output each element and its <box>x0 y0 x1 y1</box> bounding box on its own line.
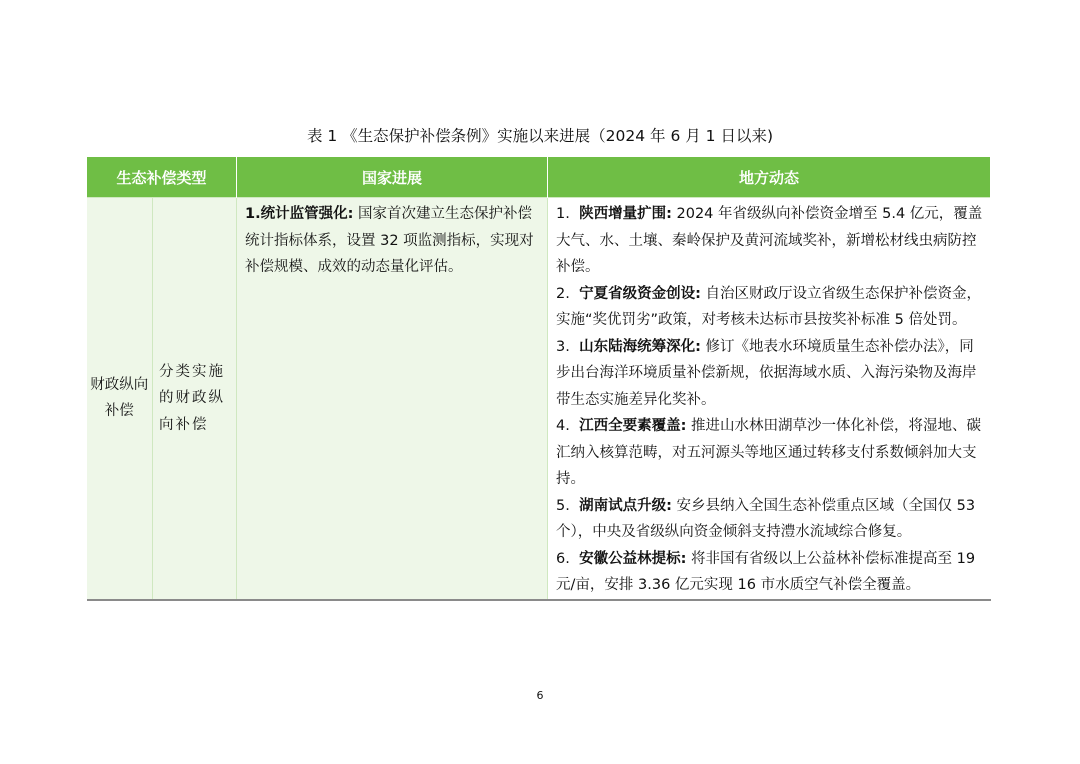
local-item-text: 修订《地表水环境质量生态补偿办法》，同步出台海洋环境质量补偿新规，依据海域水质、入海污染物及海岸带生态实施差异化奖补。 <box>556 338 977 408</box>
local-item-number: 3. <box>556 338 580 355</box>
local-item <box>556 413 985 493</box>
local-item-text: 推进山水林田湖草沙一体化补偿，将湿地、碳汇纳入核算范畴，对五河源头等地区通过转移支付系数倾斜加大支持。 <box>556 418 981 487</box>
local-item-lead: 安徽公益林提标: <box>579 550 687 567</box>
local-item-number: 2. <box>556 285 580 302</box>
local-item <box>556 334 985 414</box>
table-header-row <box>87 157 991 198</box>
table-caption: 表 1 《生态保护补偿条例》实施以来进展（2024 年 6 月 1 日以来) <box>306 127 774 145</box>
progress-table <box>86 157 991 601</box>
local-item <box>556 546 985 599</box>
local-item-number: 6. <box>556 550 580 567</box>
table-row <box>87 198 991 600</box>
local-item-number: 4. <box>556 418 580 434</box>
local-item <box>556 281 985 334</box>
local-item-text: 自治区财政厅设立省级生态保护补偿资金，实施“奖优罚劣”政策，对考核未达标市县按奖补标准 5 倍处罚。 <box>556 285 981 328</box>
local-item-number: 1. <box>556 206 580 222</box>
cell-type-main: 财政纵向补偿 <box>87 198 153 600</box>
cell-national <box>237 198 548 600</box>
local-item <box>556 493 985 546</box>
local-item-text: 2024 年省级纵向补偿资金增至 5.4 亿元，覆盖大气、水、土壤、秦岭保护及黄河流域奖补，新增松材线虫病防控补偿。 <box>556 206 983 275</box>
cell-type-sub: 分类实施的财政纵向补偿 <box>153 198 237 600</box>
local-item-lead: 湖南试点升级: <box>579 497 672 514</box>
header-local: 地方动态 <box>548 157 991 198</box>
header-type: 生态补偿类型 <box>87 157 237 198</box>
local-item-lead: 山东陆海统筹深化: <box>579 338 701 355</box>
national-lead: 1.统计监管强化: <box>245 206 354 222</box>
page-number: 6 <box>536 689 544 702</box>
national-text: 国家首次建立生态保护补偿统计指标体系，设置 32 项监测指标，实现对补偿规模、成效的动态量化评估。 <box>245 206 534 275</box>
local-item-number: 5. <box>556 497 580 514</box>
local-item-lead: 江西全要素覆盖: <box>579 418 687 434</box>
local-item-text: 安乡县纳入全国生态补偿重点区域（全国仅 53 个），中央及省级纵向资金倾斜支持澧水流域综合修复。 <box>556 497 976 540</box>
cell-local <box>548 198 991 600</box>
local-item-lead: 宁夏省级资金创设: <box>579 285 701 302</box>
local-item-lead: 陕西增量扩围: <box>579 206 672 222</box>
local-item-text: 将非国有省级以上公益林补偿标准提高至 19 元/亩，安排 3.36 亿元实现 16 市水质空气补偿全覆盖。 <box>556 550 976 593</box>
header-national: 国家进展 <box>237 157 548 198</box>
local-item <box>556 201 985 281</box>
